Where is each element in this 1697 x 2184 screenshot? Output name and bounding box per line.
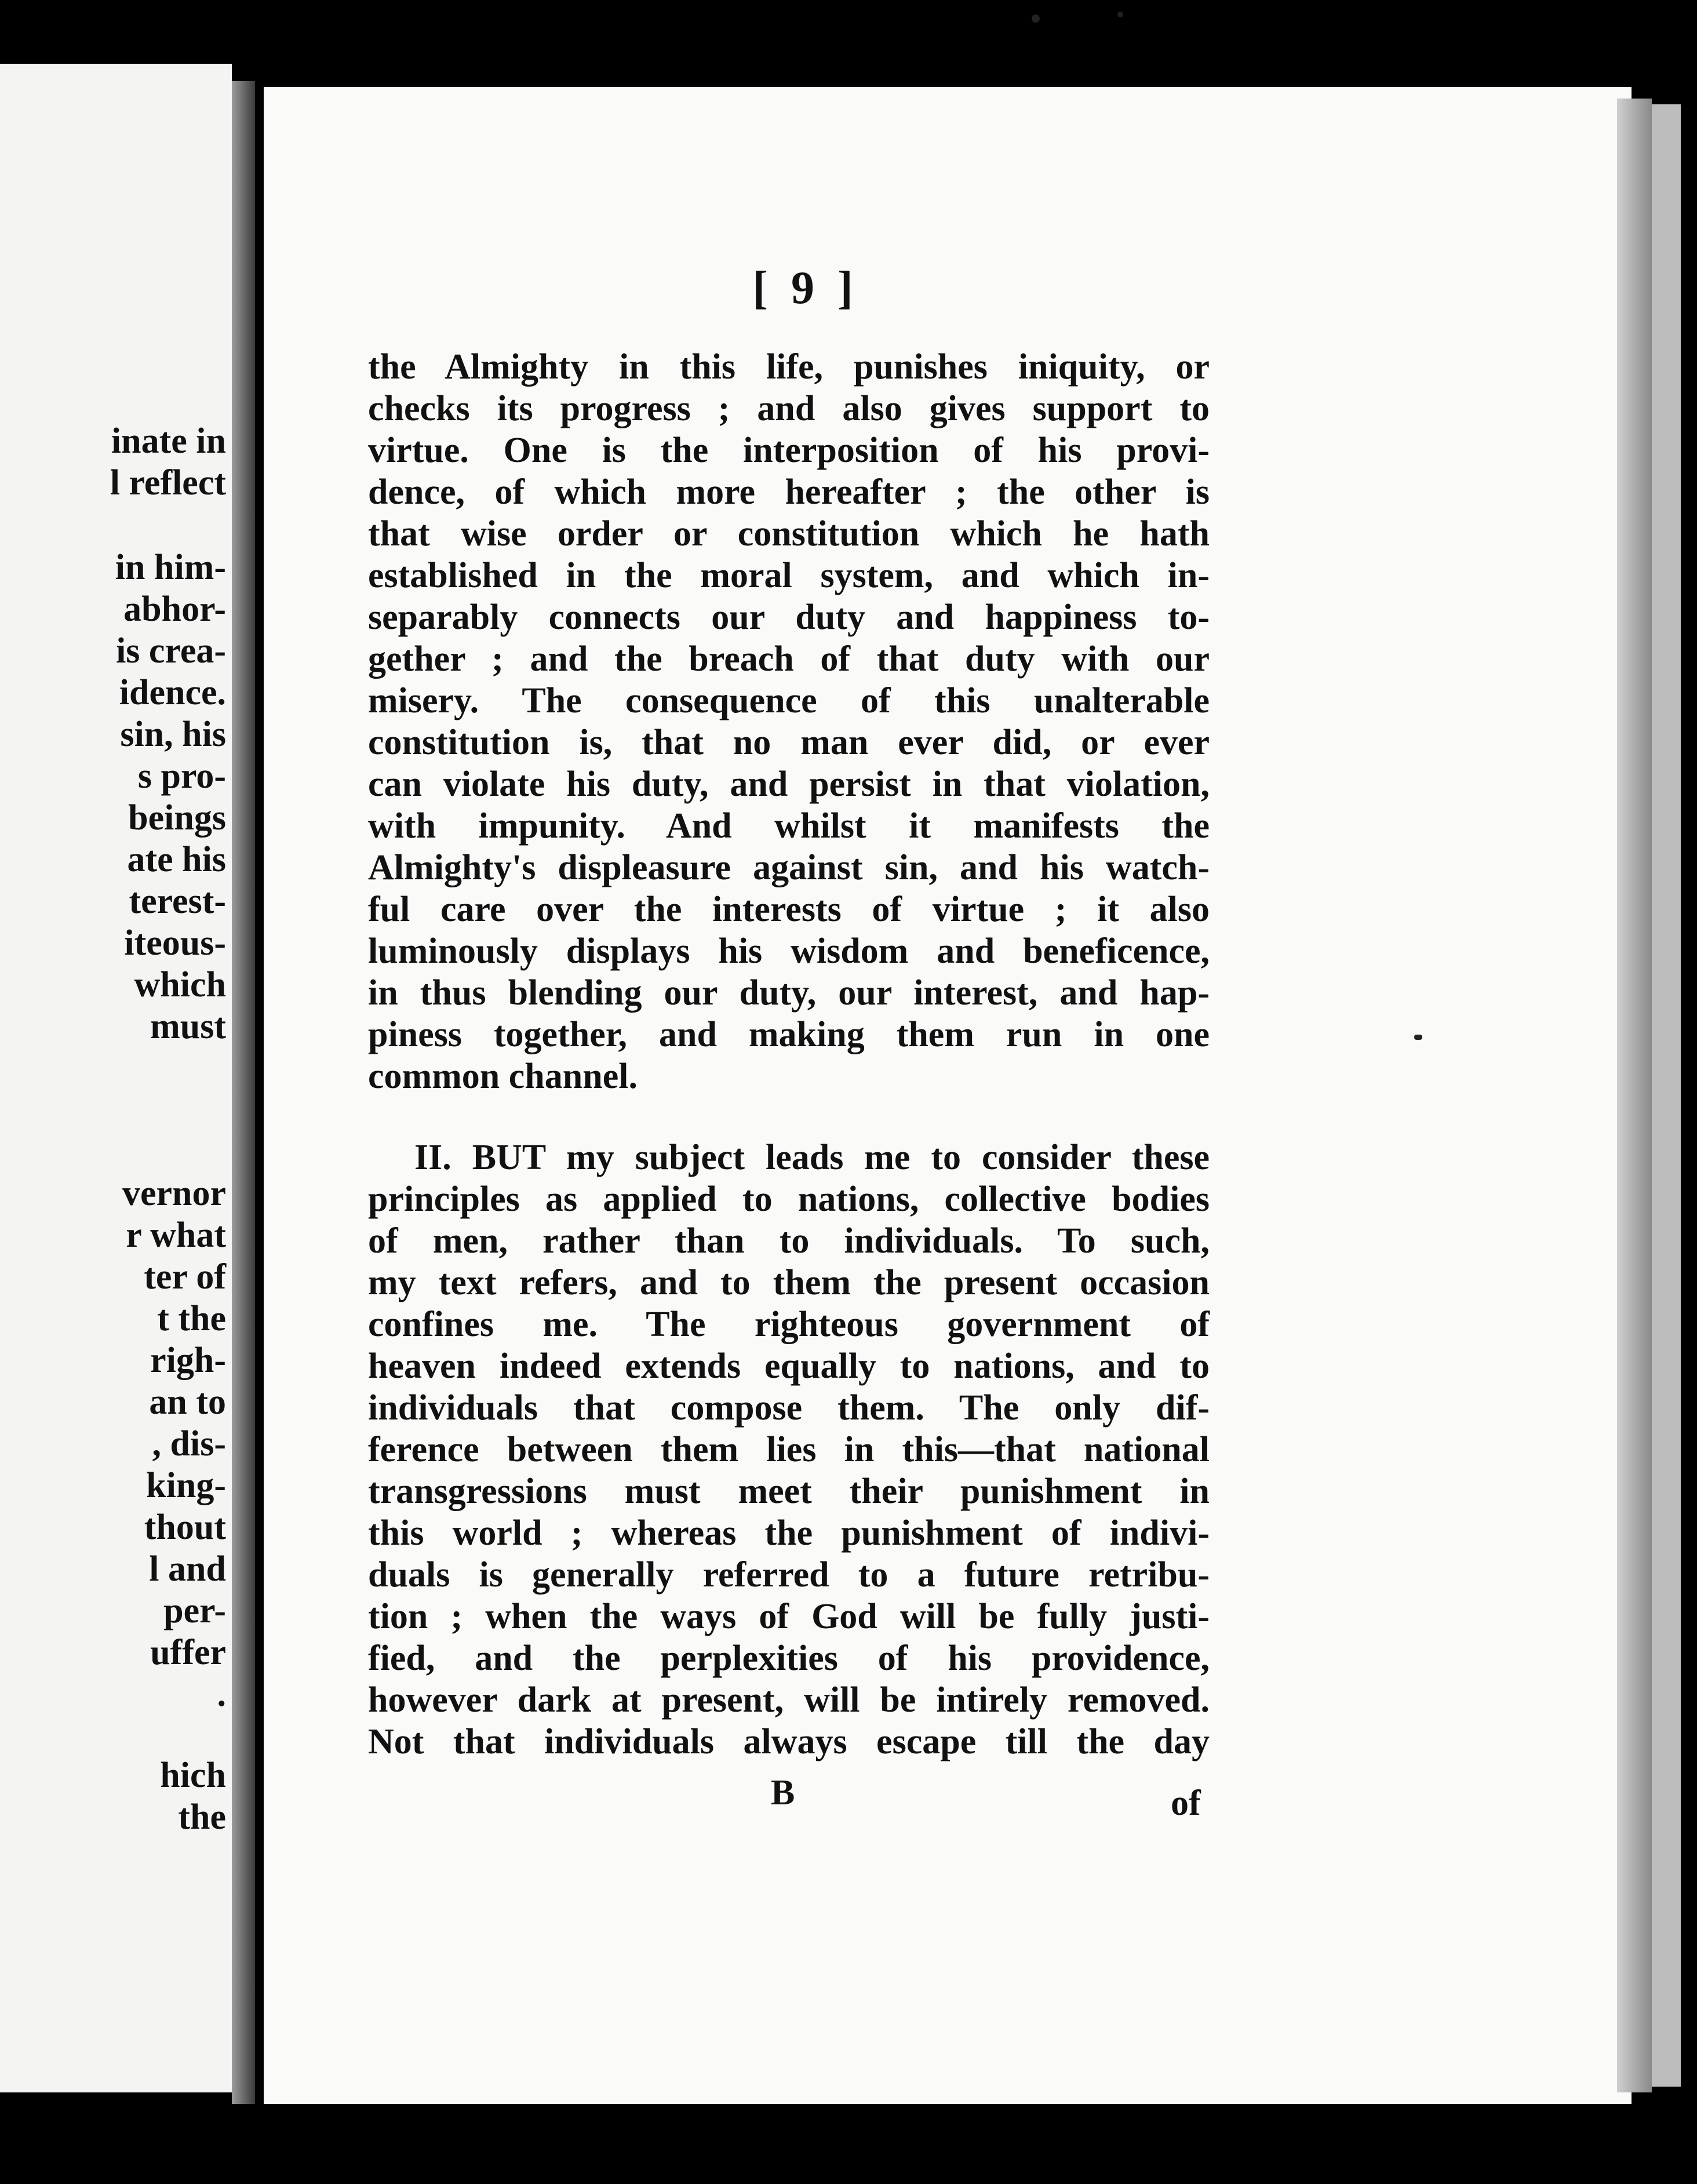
catchword: of	[1171, 1783, 1201, 1823]
text-line: duals is generally referred to a future retribu-	[368, 1555, 1210, 1595]
text-line: fied, and the perplexities of his providence,	[368, 1639, 1210, 1678]
left-line: per-	[163, 1591, 226, 1630]
left-line: ate his	[127, 840, 226, 879]
text-line: common channel.	[368, 1057, 638, 1096]
text-line: separably connects our duty and happiness to-	[368, 598, 1210, 637]
text-line: checks its progress ; and also gives support to	[368, 389, 1210, 428]
left-line: iteous-	[124, 923, 226, 963]
left-line: hich	[160, 1756, 226, 1795]
left-line: an to	[149, 1382, 226, 1422]
text-line: piness together, and making them run in one	[368, 1015, 1210, 1054]
text-line: confines me. The righteous government of	[368, 1305, 1210, 1344]
left-line: which	[134, 965, 226, 1004]
left-line: , dis-	[152, 1424, 226, 1464]
page-fore-edge	[1652, 104, 1681, 2087]
left-line: king-	[146, 1466, 226, 1505]
left-line: must	[150, 1007, 226, 1046]
text-line: ference between them lies in this—that national	[368, 1430, 1210, 1469]
left-line: terest-	[129, 882, 226, 921]
left-line: ter of	[144, 1257, 226, 1297]
left-line: the	[178, 1797, 226, 1837]
left-line: l reflect	[110, 463, 226, 503]
left-line: is crea-	[116, 631, 226, 671]
left-line: uffer	[150, 1633, 226, 1672]
left-line: r what	[126, 1215, 226, 1255]
text-line: Not that individuals always escape till the day	[368, 1722, 1210, 1761]
left-line: beings	[128, 798, 226, 838]
text-line: however dark at present, will be intirely removed.	[368, 1680, 1210, 1720]
left-line: s pro-	[137, 756, 226, 796]
left-line: inate in	[111, 421, 226, 461]
book-gutter	[232, 81, 255, 2104]
text-line: my text refers, and to them the present occasion	[368, 1263, 1210, 1302]
text-line: virtue. One is the interposition of his provi-	[368, 431, 1210, 470]
page-number: [ 9 ]	[752, 263, 859, 314]
text-line: luminously displays his wisdom and beneficence,	[368, 931, 1210, 971]
text-line: individuals that compose them. The only dif-	[368, 1388, 1210, 1428]
left-page-text	[0, 64, 232, 2092]
text-line: constitution is, that no man ever did, or ever	[368, 723, 1210, 762]
text-line: misery. The consequence of this unalterable	[368, 681, 1210, 720]
text-line: can violate his duty, and persist in that violation,	[368, 765, 1210, 804]
scan-speck	[1032, 14, 1040, 23]
left-line: l and	[149, 1549, 226, 1589]
left-facing-page	[0, 64, 232, 2092]
text-line: transgressions must meet their punishment in	[368, 1472, 1210, 1511]
left-line: vernor	[122, 1174, 226, 1213]
left-line: idence.	[119, 673, 226, 712]
scan-speck	[1117, 12, 1123, 17]
left-line: righ-	[150, 1341, 226, 1380]
left-line: abhor-	[123, 589, 226, 629]
text-line: established in the moral system, and which in-	[368, 556, 1210, 595]
text-line: tion ; when the ways of God will be fully justi-	[368, 1597, 1210, 1636]
left-line: .	[217, 1675, 226, 1714]
text-line: Almighty's displeasure against sin, and his watch-	[368, 848, 1210, 887]
scan-speck	[1414, 1035, 1422, 1040]
text-line: of men, rather than to individuals. To such,	[368, 1221, 1210, 1261]
left-line: thout	[144, 1508, 226, 1547]
text-line: gether ; and the breach of that duty with our	[368, 639, 1210, 679]
left-line: sin, his	[120, 715, 226, 754]
text-line: heaven indeed extends equally to nations, and to	[368, 1346, 1210, 1386]
text-line: this world ; whereas the punishment of indivi-	[368, 1513, 1210, 1553]
text-line: with impunity. And whilst it manifests the	[368, 806, 1210, 846]
page-edge-shadow	[1617, 99, 1652, 2092]
left-line: t the	[157, 1299, 226, 1338]
text-line: the Almighty in this life, punishes iniquity, or	[368, 347, 1210, 387]
text-line: II. BUT my subject leads me to consider these	[414, 1138, 1210, 1177]
text-line: dence, of which more hereafter ; the other is	[368, 472, 1210, 512]
signature-mark: B	[771, 1773, 795, 1812]
text-line: in thus blending our duty, our interest, and hap-	[368, 973, 1210, 1013]
text-line: principles as applied to nations, collective bodies	[368, 1180, 1210, 1219]
left-line: in him-	[115, 548, 226, 587]
text-line: that wise order or constitution which he hath	[368, 514, 1210, 554]
text-line: ful care over the interests of virtue ; it also	[368, 890, 1210, 929]
